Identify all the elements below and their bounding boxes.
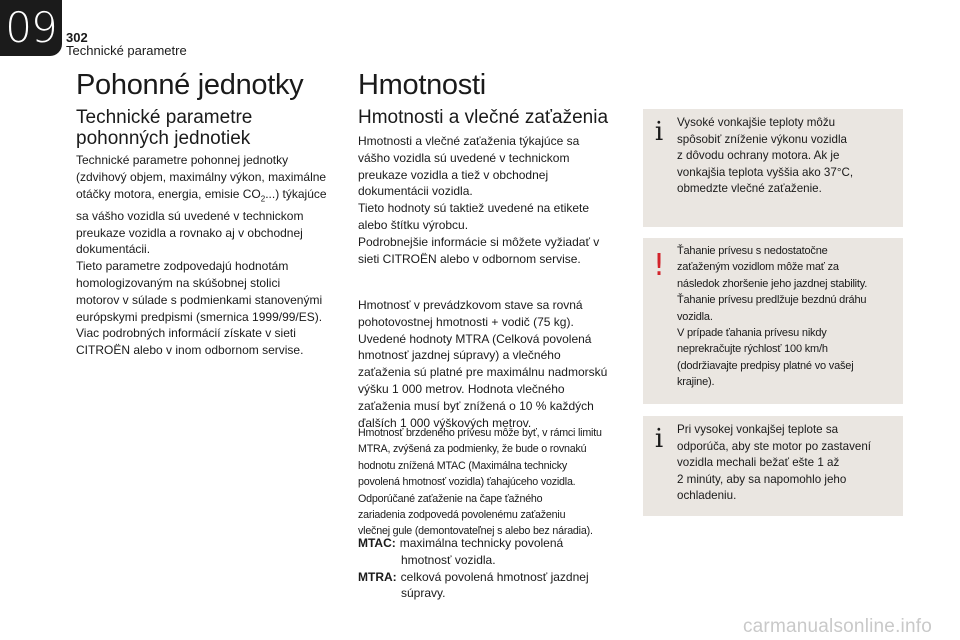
text-line: Ťahanie prívesu s nedostatočne bbox=[677, 245, 828, 257]
chapter-tab bbox=[0, 0, 62, 56]
subsection-title-line: Technické parametre bbox=[76, 107, 253, 128]
text-line: výšku 1 000 metrov. Hodnota vlečného bbox=[358, 381, 565, 396]
warning-icon: ! bbox=[652, 248, 666, 283]
definition-mtac bbox=[358, 535, 630, 552]
text-line: Odporúčané zaťaženie na čape ťažného bbox=[358, 492, 543, 505]
text-line: európskymi predpismi (smernica 1999/99/ES). bbox=[76, 309, 323, 324]
text-line: MTRA, zvýšená za podmienky, že bude o rovnakú bbox=[358, 443, 587, 456]
text-line: sa vášho vozidla sú uvedené v technickom bbox=[76, 208, 304, 223]
text-line: motorov v súlade s podmienkami stanovenými bbox=[76, 292, 323, 307]
watermark: carmanualsonline.info bbox=[742, 616, 932, 637]
definition-text-continued: hmotnosť vozidla. bbox=[401, 552, 496, 567]
chapter-number: 09 bbox=[5, 3, 57, 52]
info-icon: i bbox=[654, 117, 664, 147]
weights-paragraph-1 bbox=[358, 133, 630, 267]
text-line: hodnotu znížená MTAC (Maximálna technicky bbox=[358, 459, 568, 472]
info-note-high-temperature bbox=[643, 109, 903, 227]
subsection-title-weights-towing: Hmotnosti a vlečné zaťaženia bbox=[358, 107, 609, 128]
note-text bbox=[677, 115, 893, 198]
text-line: obmedzte vlečné zaťaženie. bbox=[677, 182, 822, 195]
text-line: hmotnosť jazdnej súpravy) a vlečného bbox=[358, 348, 561, 363]
definition-text-continued: súpravy. bbox=[401, 586, 446, 601]
text-line: zaťaženým vozidlom môže mať za bbox=[677, 261, 839, 274]
text-line: (dodržiavajte predpisy platné vo vašej bbox=[677, 359, 854, 372]
text-line: 2 minúty, aby sa napomohlo jeho bbox=[677, 472, 847, 486]
definition-text: maximálna technicky povolená bbox=[399, 536, 564, 550]
text-line: Vysoké vonkajšie teploty môžu bbox=[677, 116, 836, 129]
note-text bbox=[677, 422, 893, 505]
text-line: následok zhoršenie jeho jazdnej stability. bbox=[677, 277, 868, 290]
subsection-title-engine-specs bbox=[76, 108, 252, 149]
engine-specs-paragraph bbox=[76, 152, 338, 359]
weights-paragraph-2 bbox=[358, 297, 630, 431]
text-line: V prípade ťahania prívesu nikdy bbox=[677, 327, 827, 340]
text-fragment: ...) týkajúce bbox=[265, 186, 327, 201]
text-line: Pri vysokej vonkajšej teplote sa bbox=[677, 423, 839, 436]
text-line: vášho vozidla sú uvedené v technickom bbox=[358, 150, 570, 165]
info-note-engine-cooling bbox=[643, 416, 903, 516]
warning-note-towing bbox=[643, 238, 903, 404]
text-line: vozidla. bbox=[677, 310, 713, 323]
text-line: preukaze vozidla a rovnako aj v obchodnej bbox=[76, 225, 303, 240]
text-line: alebo štítku výrobcu. bbox=[358, 217, 469, 232]
definition-mtra bbox=[358, 569, 630, 586]
weights-paragraph-3 bbox=[358, 425, 632, 540]
definition-term: MTRA: bbox=[358, 569, 397, 584]
text-line: Technické parametre pohonnej jednotky bbox=[76, 153, 289, 167]
text-line: z dôvodu ochrany motora. Ak je bbox=[677, 149, 840, 162]
text-line: Uvedené hodnoty MTRA (Celková povolená bbox=[358, 331, 592, 346]
info-icon: i bbox=[654, 424, 664, 454]
subsection-title-line: pohonných jednotiek bbox=[76, 127, 251, 149]
text-line: zariadenia zodpovedá povolenému zaťaženiu bbox=[358, 509, 566, 522]
text-line: vlečnej gule (demontovateľnej s alebo bez náradia). bbox=[358, 525, 593, 538]
text-line: vozidla mechali bežať ešte 1 až bbox=[677, 456, 840, 469]
text-line bbox=[76, 186, 338, 208]
text-line: zaťaženia sú platné pre maximálnu nadmorskú bbox=[358, 365, 608, 380]
text-line: vonkajšia teplota vyššia ako 37°C, bbox=[677, 165, 854, 179]
page-number: 302 bbox=[66, 30, 88, 45]
text-line: ochladeniu. bbox=[677, 489, 737, 502]
text-line: dokumentácii. bbox=[76, 242, 151, 257]
section-title-weights: Hmotnosti bbox=[358, 69, 486, 101]
text-line: dokumentácii vozidla. bbox=[358, 184, 473, 199]
definition-term: MTAC: bbox=[358, 536, 396, 550]
text-line: sieti CITROËN alebo v odbornom servise. bbox=[358, 251, 581, 266]
text-line: ďalších 1 000 výškových metrov. bbox=[358, 415, 532, 430]
text-line: Viac podrobných informácií získate v sieti bbox=[76, 326, 296, 341]
text-line: Hmotnosti a vlečné zaťaženia týkajúce sa bbox=[358, 134, 580, 148]
text-line: Tieto parametre zodpovedajú hodnotám bbox=[76, 259, 289, 274]
text-line: spôsobiť zníženie výkonu vozidla bbox=[677, 132, 847, 146]
text-line: neprekračujte rýchlosť 100 km/h bbox=[677, 343, 828, 356]
text-line: povolená hmotnosť vozidla) ťahajúceho vozidla. bbox=[358, 476, 576, 489]
text-line: Ťahanie prívesu predlžuje bezdnú dráhu bbox=[677, 294, 867, 307]
definition-text: celková povolená hmotnosť jazdnej bbox=[400, 569, 589, 584]
text-fragment: otáčky motora, energia, emisie CO bbox=[76, 186, 261, 201]
text-line: Hmotnosť brzdeného prívesu môže byť, v rámci limitu bbox=[358, 427, 602, 439]
text-line: Podrobnejšie informácie si môžete vyžiadať v bbox=[358, 234, 600, 249]
text-line: odporúča, aby ste motor po zastavení bbox=[677, 439, 871, 453]
text-line: pohotovostnej hmotnosti + vodič (75 kg). bbox=[358, 314, 574, 329]
definitions-list bbox=[358, 535, 630, 602]
text-line: Hmotnosť v prevádzkovom stave sa rovná bbox=[358, 298, 583, 312]
text-line: krajine). bbox=[677, 376, 715, 389]
co2-subscript: 2 bbox=[260, 193, 266, 203]
text-line: CITROËN alebo v inom odbornom servise. bbox=[76, 343, 304, 358]
note-text bbox=[677, 243, 893, 391]
text-line: preukaze vozidla a tiež v obchodnej bbox=[358, 167, 549, 182]
section-title-engines: Pohonné jednotky bbox=[76, 69, 304, 101]
text-line: zaťaženia musí byť znížená o 10 % každých bbox=[358, 398, 594, 413]
text-line: Tieto hodnoty sú taktiež uvedené na etikete bbox=[358, 201, 590, 216]
text-line: (zdvihový objem, maximálny výkon, maximálne bbox=[76, 169, 327, 184]
running-title: Technické parametre bbox=[66, 43, 187, 58]
text-line: homologizovaným na skúšobnej stolici bbox=[76, 275, 281, 290]
